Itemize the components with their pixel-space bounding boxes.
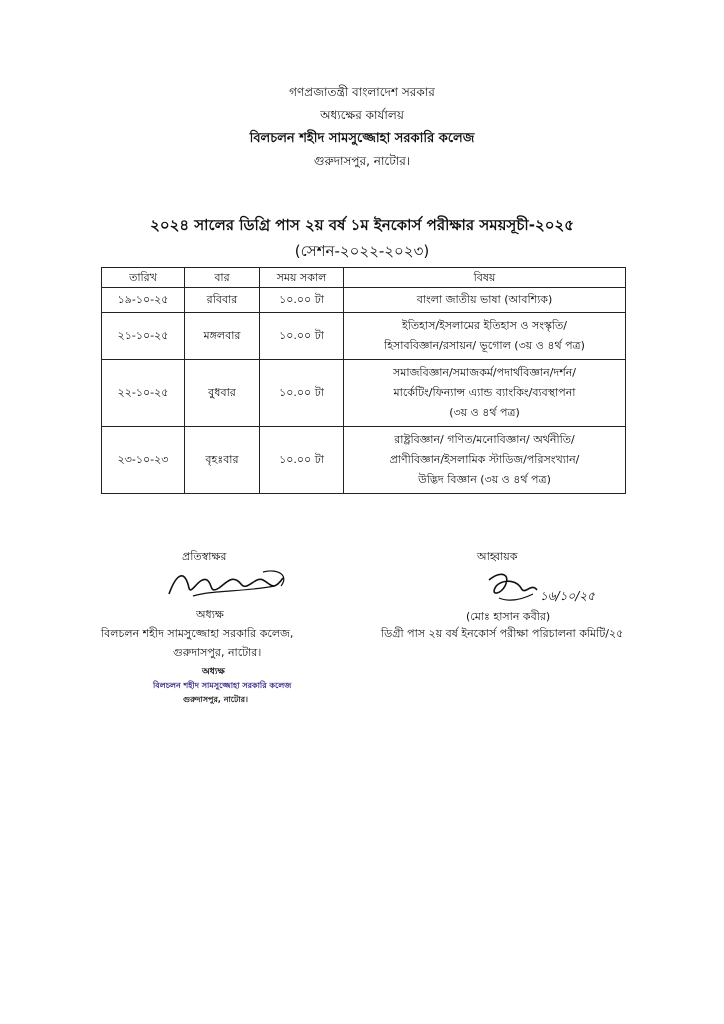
exam-day: মঙ্গলবার [185,313,260,360]
subject-line: হিসাববিজ্ঞান/রসায়ন/ ভূগোল (৩য় ও ৪র্থ পত্র) [384,339,585,352]
subject-line: উদ্ভিদ বিজ্ঞান (৩য় ও ৪র্থ পত্র) [418,473,551,486]
subject-line: মার্কেটিং/ফিন্যান্স এ্যান্ড ব্যাংকিং/ব্যবস্থাপনা [393,386,576,399]
header-day: বার [185,268,260,288]
principal-college: বিলচলন শহীদ সামসুজ্জোহা সরকারি কলেজ, [101,627,294,640]
schedule-title: ২০২৪ সালের ডিগ্রি পাস ২য় বর্ষ ১ম ইনকোর্স পরীক্ষার সময়সূচী-২০২৫ [150,216,574,234]
office-name: অধ্যক্ষের কার্যালয় [320,108,404,122]
convener-signature-icon [481,568,541,606]
principal-signature-icon [163,566,293,600]
convener-label: আহ্বায়ক [477,550,518,563]
session-label: (সেশন-২০২২-২০২৩) [294,242,430,260]
exam-subjects [344,313,626,360]
stamp-college: বিলচলন শহীদ সামসুজ্জোহা সরকারি কলেজ [153,681,292,690]
subject-line: ইতিহাস/ইসলামের ইতিহাস ও সংস্কৃতি/ [402,319,567,332]
exam-time: ১০.০০ টা [260,427,344,494]
stamp-title: অধ্যক্ষ [202,667,225,677]
header-time: সময় সকাল [260,268,344,288]
header-subject: বিষয় [344,268,626,288]
table-row [102,313,626,360]
header-date: তারিখ [102,268,185,288]
convener-name: (মোঃ হাসান কবীর) [466,610,551,623]
exam-subjects [344,360,626,427]
subject-line: সমাজবিজ্ঞান/সমাজকর্ম/পদার্থবিজ্ঞান/দর্শন/ [393,366,576,379]
exam-subjects [344,288,626,313]
exam-day: বৃহঃবার [185,427,260,494]
table-row [102,427,626,494]
subject-line: রাষ্ট্রবিজ্ঞান/ গণিত/মনোবিজ্ঞান/ অর্থনীতি/ [394,433,575,446]
exam-day: বুধবার [185,360,260,427]
table-header-row [102,268,626,288]
exam-date: ২১-১০-২৫ [102,313,185,360]
subject-line: বাংলা জাতীয় ভাষা (আবশ্যিক) [416,293,553,306]
stamp-location: গুরুদাসপুর, নাটোর। [183,695,248,704]
table-row [102,288,626,313]
exam-day: রবিবার [185,288,260,313]
exam-time: ১০.০০ টা [260,313,344,360]
countersign-label: প্রতিস্বাক্ষর [182,550,227,563]
exam-date: ১৯-১০-২৫ [102,288,185,313]
committee-name: ডিগ্রী পাস ২য় বর্ষ ইনকোর্স পরীক্ষা পরিচালনা কমিটি/২৫ [381,627,624,640]
subject-line: প্রাণীবিজ্ঞান/ইসলামিক স্টাডিজ/পরিসংখ্যান/ [389,453,580,466]
college-location: গুরুদাসপুর, নাটোর। [313,154,411,168]
table-row [102,360,626,427]
principal-location: গুরুদাসপুর, নাটোর। [173,646,262,659]
exam-date: ২২-১০-২৫ [102,360,185,427]
exam-date: ২৩-১০-২৩ [102,427,185,494]
signature-date: ১৬/১০/২৫ [540,589,595,603]
exam-subjects [344,427,626,494]
exam-schedule-table [101,267,626,494]
exam-time: ১০.০০ টা [260,360,344,427]
subject-line: (৩য় ও ৪র্থ পত্র) [449,406,520,419]
college-name: বিলচলন শহীদ সামসুজ্জোহা সরকারি কলেজ [249,131,475,146]
exam-time: ১০.০০ টা [260,288,344,313]
principal-role: অধ্যক্ষ [196,608,224,621]
government-name: গণপ্রজাতন্ত্রী বাংলাদেশ সরকার [289,85,435,99]
